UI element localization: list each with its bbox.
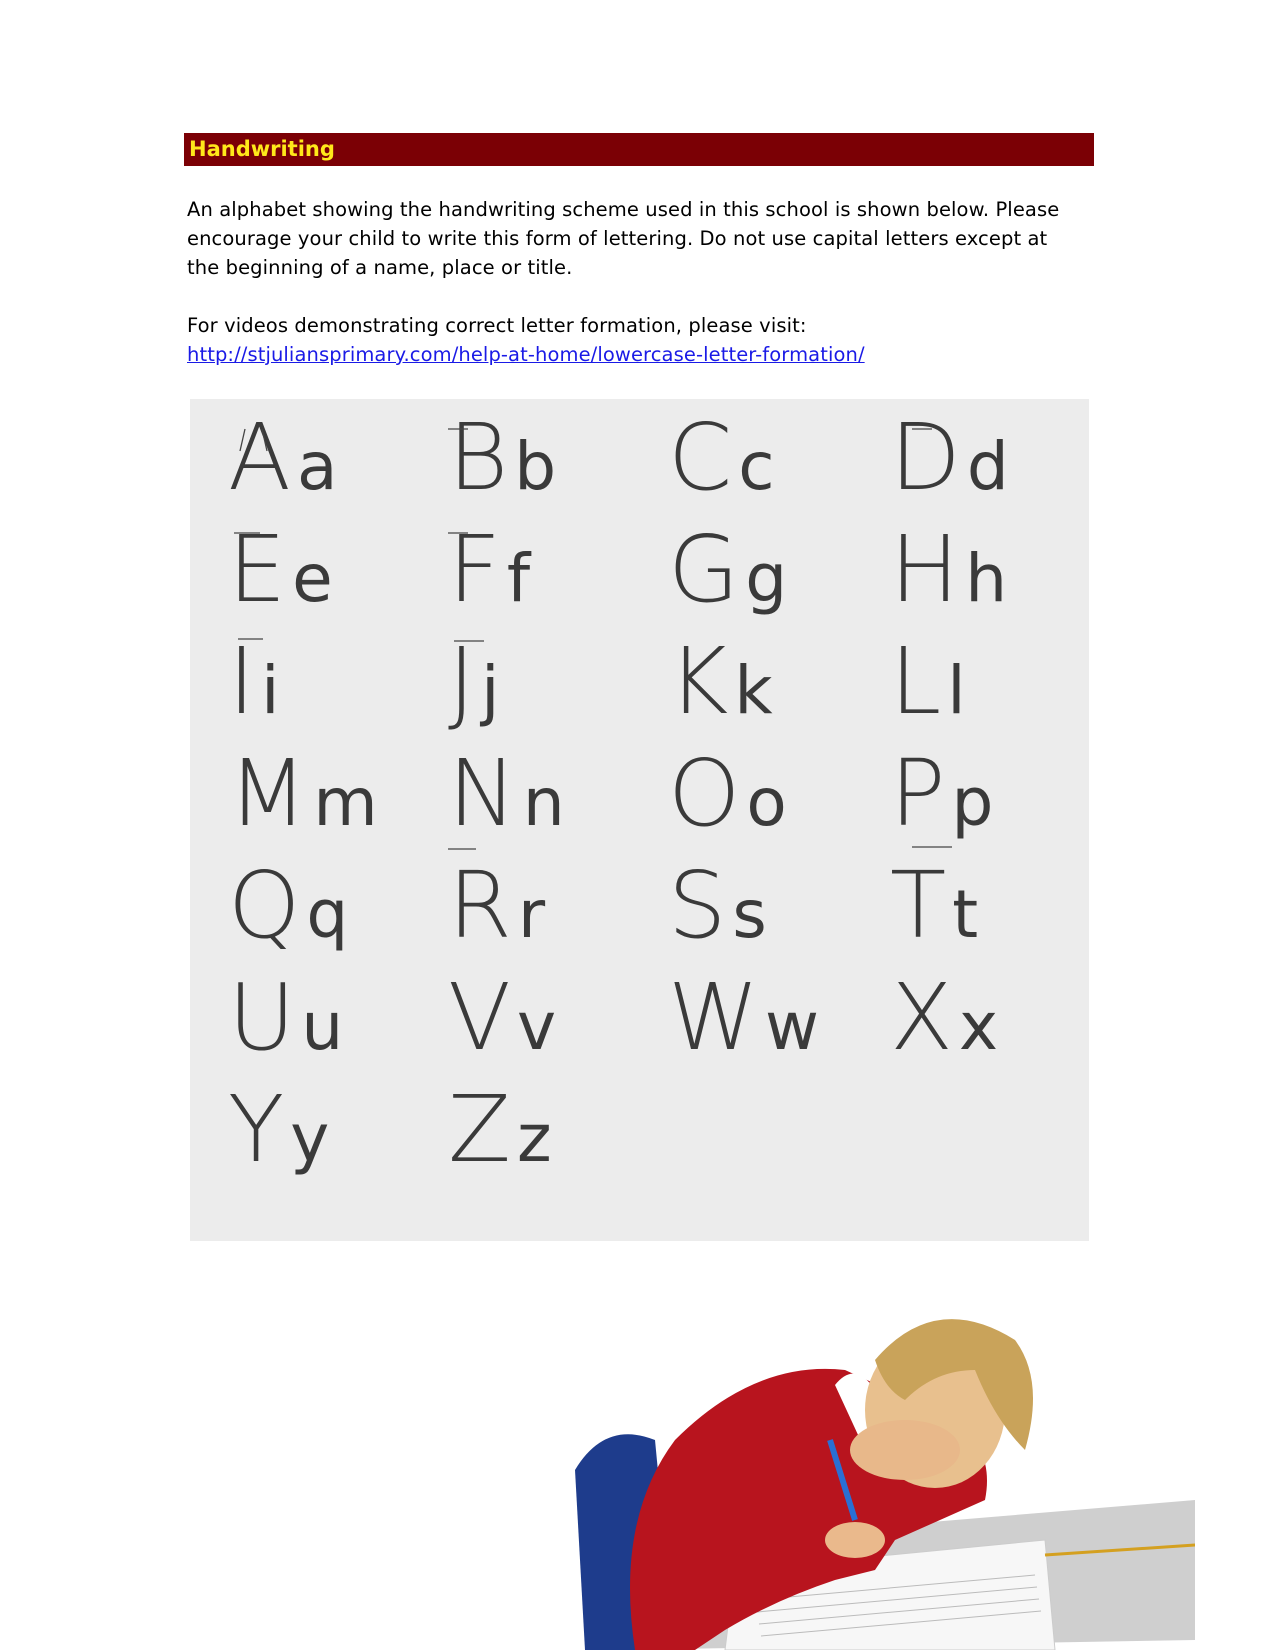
lowercase-letter: c (738, 428, 775, 505)
lowercase-letter: w (764, 988, 819, 1065)
letter-pair-s (668, 852, 767, 959)
lowercase-letter: t (952, 876, 979, 953)
letter-pair-y (228, 1076, 329, 1183)
letter-pair-i (228, 628, 279, 735)
lowercase-letter: m (313, 764, 378, 841)
lowercase-letter: i (261, 652, 280, 729)
capital-letter: T (890, 852, 947, 959)
capital-letter: I (228, 628, 256, 735)
letter-pair-r (448, 852, 545, 959)
lowercase-letter: b (514, 428, 557, 505)
lowercase-letter: g (745, 540, 788, 617)
capital-letter: E (228, 516, 287, 623)
lowercase-letter: l (947, 652, 966, 729)
letter-pair-q (228, 852, 348, 959)
lowercase-letter: r (517, 876, 546, 953)
letter-pair-d (890, 404, 1009, 511)
letter-pair-h (890, 516, 1007, 623)
capital-letter: U (228, 964, 296, 1071)
lowercase-letter: d (966, 428, 1009, 505)
letter-pair-t (890, 852, 978, 959)
letter-pair-b (448, 404, 556, 511)
capital-letter: W (668, 964, 759, 1071)
intro-paragraph: An alphabet showing the handwriting scheme used in this school is shown below. Please encourage your child to write this form of lettering. Do not use capital letters except at the beginning of a name, place or title. (187, 198, 1060, 279)
capital-letter: G (668, 516, 740, 623)
capital-letter: O (668, 740, 741, 847)
girl-writing-photo (575, 1300, 1195, 1650)
lowercase-letter: o (746, 764, 787, 841)
lowercase-letter: v (516, 988, 556, 1065)
lowercase-letter: f (506, 540, 531, 617)
lowercase-letter: s (732, 876, 767, 953)
capital-letter: B (448, 404, 509, 511)
capital-letter: R (448, 852, 512, 959)
capital-letter: N (448, 740, 517, 847)
letter-pair-m (228, 740, 378, 847)
letter-formation-link[interactable]: http://stjuliansprimary.com/help-at-home/lowercase-letter-formation/ (187, 343, 865, 366)
letter-pair-n (448, 740, 565, 847)
lowercase-letter: u (301, 988, 344, 1065)
video-paragraph (187, 311, 1067, 369)
letter-pair-w (668, 964, 819, 1071)
capital-letter: Y (228, 1076, 285, 1183)
section-title: Handwriting (189, 137, 335, 161)
capital-letter: Q (228, 852, 301, 959)
letter-pair-c (668, 404, 775, 511)
letter-pair-l (890, 628, 966, 735)
lowercase-letter: n (522, 764, 565, 841)
intro-text (187, 195, 1067, 369)
capital-letter: V (448, 964, 511, 1071)
letter-pair-k (668, 628, 773, 735)
lowercase-letter: y (290, 1100, 330, 1177)
capital-letter: Z (448, 1076, 512, 1183)
lowercase-letter: j (481, 652, 500, 729)
lowercase-letter: z (517, 1100, 552, 1177)
capital-letter: A (228, 404, 291, 511)
capital-letter: P (890, 740, 946, 847)
letter-pair-z (448, 1076, 552, 1183)
letter-pair-p (890, 740, 993, 847)
capital-letter: F (448, 516, 501, 623)
lowercase-letter: p (951, 764, 994, 841)
capital-letter: C (668, 404, 733, 511)
lowercase-letter: a (296, 428, 338, 505)
video-text: For videos demonstrating correct letter formation, please visit: (187, 314, 807, 337)
capital-letter: M (228, 740, 308, 847)
letter-pair-o (668, 740, 787, 847)
capital-letter: J (448, 628, 476, 735)
lowercase-letter: e (292, 540, 333, 617)
capital-letter: X (890, 964, 954, 1071)
letter-pair-e (228, 516, 333, 623)
alphabet-chart (190, 399, 1089, 1241)
lowercase-letter: k (734, 652, 773, 729)
lowercase-letter: h (965, 540, 1008, 617)
lowercase-letter: x (959, 988, 999, 1065)
letter-pair-f (448, 516, 530, 623)
capital-letter: L (890, 628, 942, 735)
letter-pair-x (890, 964, 998, 1071)
lowercase-letter: q (306, 876, 349, 953)
letter-pair-a (228, 404, 337, 511)
letter-pair-u (228, 964, 343, 1071)
section-header (184, 133, 1094, 166)
capital-letter: D (890, 404, 961, 511)
letter-pair-g (668, 516, 787, 623)
capital-letter: K (668, 628, 729, 735)
letter-pair-j (448, 628, 499, 735)
capital-letter: S (668, 852, 727, 959)
capital-letter: H (890, 516, 960, 623)
letter-pair-v (448, 964, 556, 1071)
